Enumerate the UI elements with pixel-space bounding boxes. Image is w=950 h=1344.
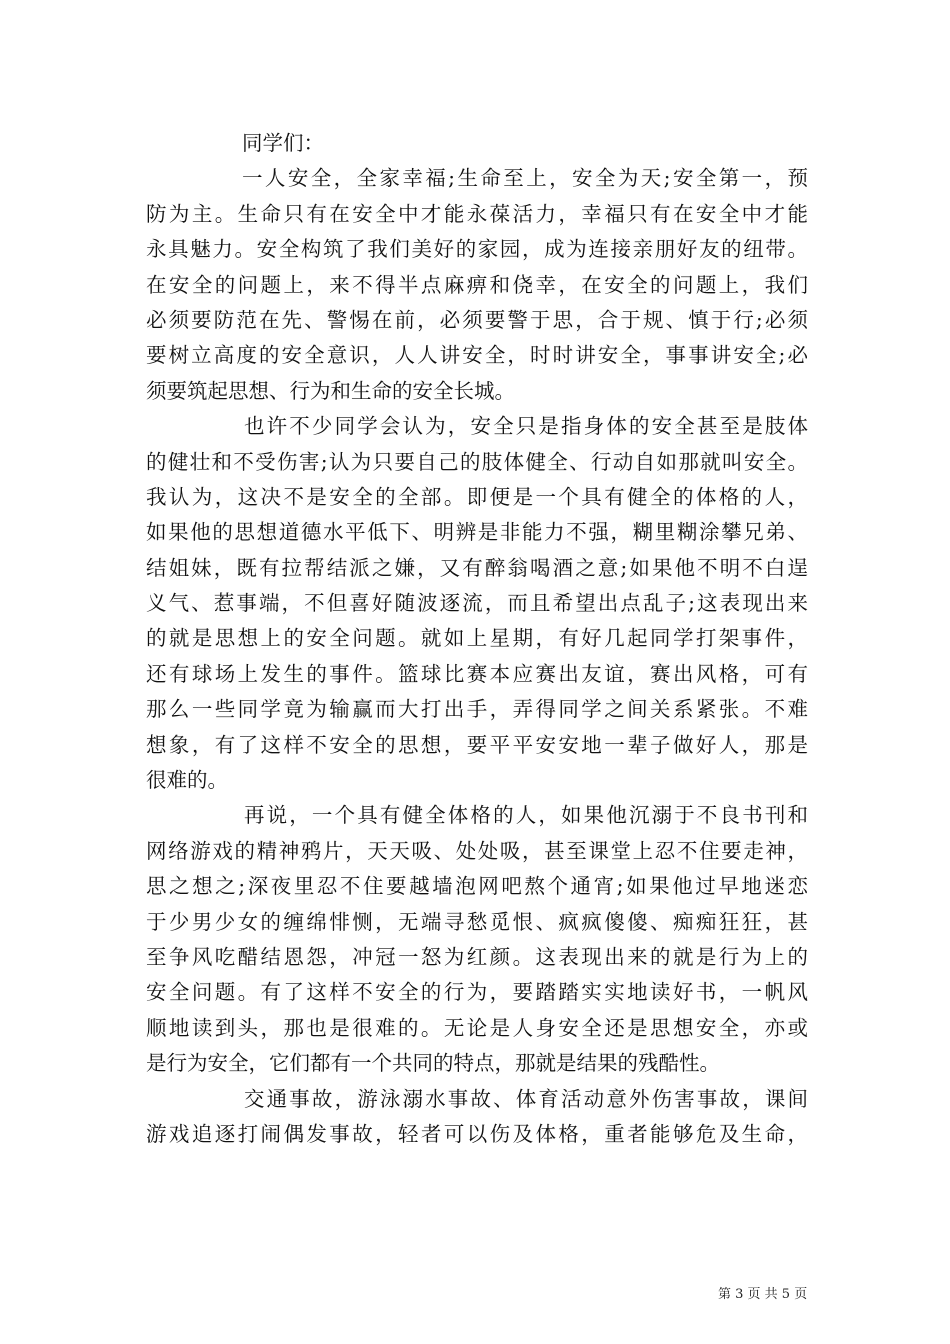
paragraph-1-line: 在安全的问题上，来不得半点麻痹和侥幸，在安全的问题上，我们 (146, 272, 808, 297)
paragraph-3-line: 顺地读到头，那也是很难的。无论是人身安全还是思想安全，亦或 (146, 1015, 808, 1040)
paragraph-4-line: 交通事故，游泳溺水事故、体育活动意外伤害事故，课间 (244, 1086, 808, 1111)
paragraph-2-line: 我认为，这决不是安全的全部。即便是一个具有健全的体格的人， (146, 484, 808, 509)
paragraph-3-line: 思之想之;深夜里忍不住要越墙泡网吧熬个通宵;如果他过早地迷恋 (146, 874, 808, 899)
paragraph-3-line: 于少男少女的缠绵悱恻，无端寻愁觅恨、疯疯傻傻、痴痴狂狂，甚 (146, 909, 808, 934)
paragraph-2-line: 还有球场上发生的事件。篮球比赛本应赛出友谊，赛出风格，可有 (146, 661, 808, 686)
paragraph-2-line: 很难的。 (146, 768, 228, 793)
paragraph-2-line: 也许不少同学会认为，安全只是指身体的安全甚至是肢体 (244, 414, 808, 439)
salutation: 同学们： (242, 131, 324, 155)
paragraph-1-line: 须要筑起思想、行为和生命的安全长城。 (146, 378, 515, 403)
paragraph-1-line: 要树立高度的安全意识，人人讲安全，时时讲安全，事事讲安全;必 (146, 343, 808, 368)
paragraph-3-line: 安全问题。有了这样不安全的行为，要踏踏实实地读好书，一帆风 (146, 980, 808, 1005)
paragraph-1-line: 防为主。生命只有在安全中才能永葆活力，幸福只有在安全中才能 (146, 201, 808, 226)
paragraph-3-line: 是行为安全，它们都有一个共同的特点，那就是结果的残酷性。 (146, 1051, 720, 1076)
paragraph-2-line: 义气、惹事端，不但喜好随波逐流，而且希望出点乱子;这表现出来 (146, 591, 808, 616)
paragraph-2-line: 结姐妹，既有拉帮结派之嫌，又有醉翁喝酒之意;如果他不明不白逞 (146, 555, 808, 580)
paragraph-1-line: 一人安全，全家幸福;生命至上，安全为天;安全第一，预 (242, 166, 808, 191)
paragraph-1-line: 永具魅力。安全构筑了我们美好的家园，成为连接亲朋好友的纽带。 (146, 237, 808, 262)
paragraph-2-line: 的健壮和不受伤害;认为只要自己的肢体健全、行动自如那就叫安全。 (146, 449, 808, 474)
page-number: 第 3 页 共 5 页 (718, 1287, 808, 1302)
paragraph-1-line: 必须要防范在先、警惕在前，必须要警于思，合于规、慎于行;必须 (146, 307, 808, 332)
body-text (146, 126, 808, 1152)
paragraph-2-line: 想象，有了这样不安全的思想，要平平安安地一辈子做好人，那是 (146, 732, 808, 757)
paragraph-3-line: 再说，一个具有健全体格的人，如果他沉溺于不良书刊和 (244, 803, 808, 828)
paragraph-2-line: 那么一些同学竟为输赢而大打出手，弄得同学之间关系紧张。不难 (146, 697, 808, 722)
paragraph-3-line: 至争风吃醋结恩怨，冲冠一怒为红颜。这表现出来的就是行为上的 (146, 944, 808, 969)
paragraph-3-line: 网络游戏的精神鸦片，天天吸、处处吸，甚至课堂上忍不住要走神， (146, 838, 808, 863)
paragraph-2-line: 如果他的思想道德水平低下、明辨是非能力不强，糊里糊涂攀兄弟、 (146, 520, 808, 545)
paragraph-4-line: 游戏追逐打闹偶发事故，轻者可以伤及体格，重者能够危及生命， (146, 1121, 808, 1146)
paragraph-2-line: 的就是思想上的安全问题。就如上星期，有好几起同学打架事件， (146, 626, 808, 651)
